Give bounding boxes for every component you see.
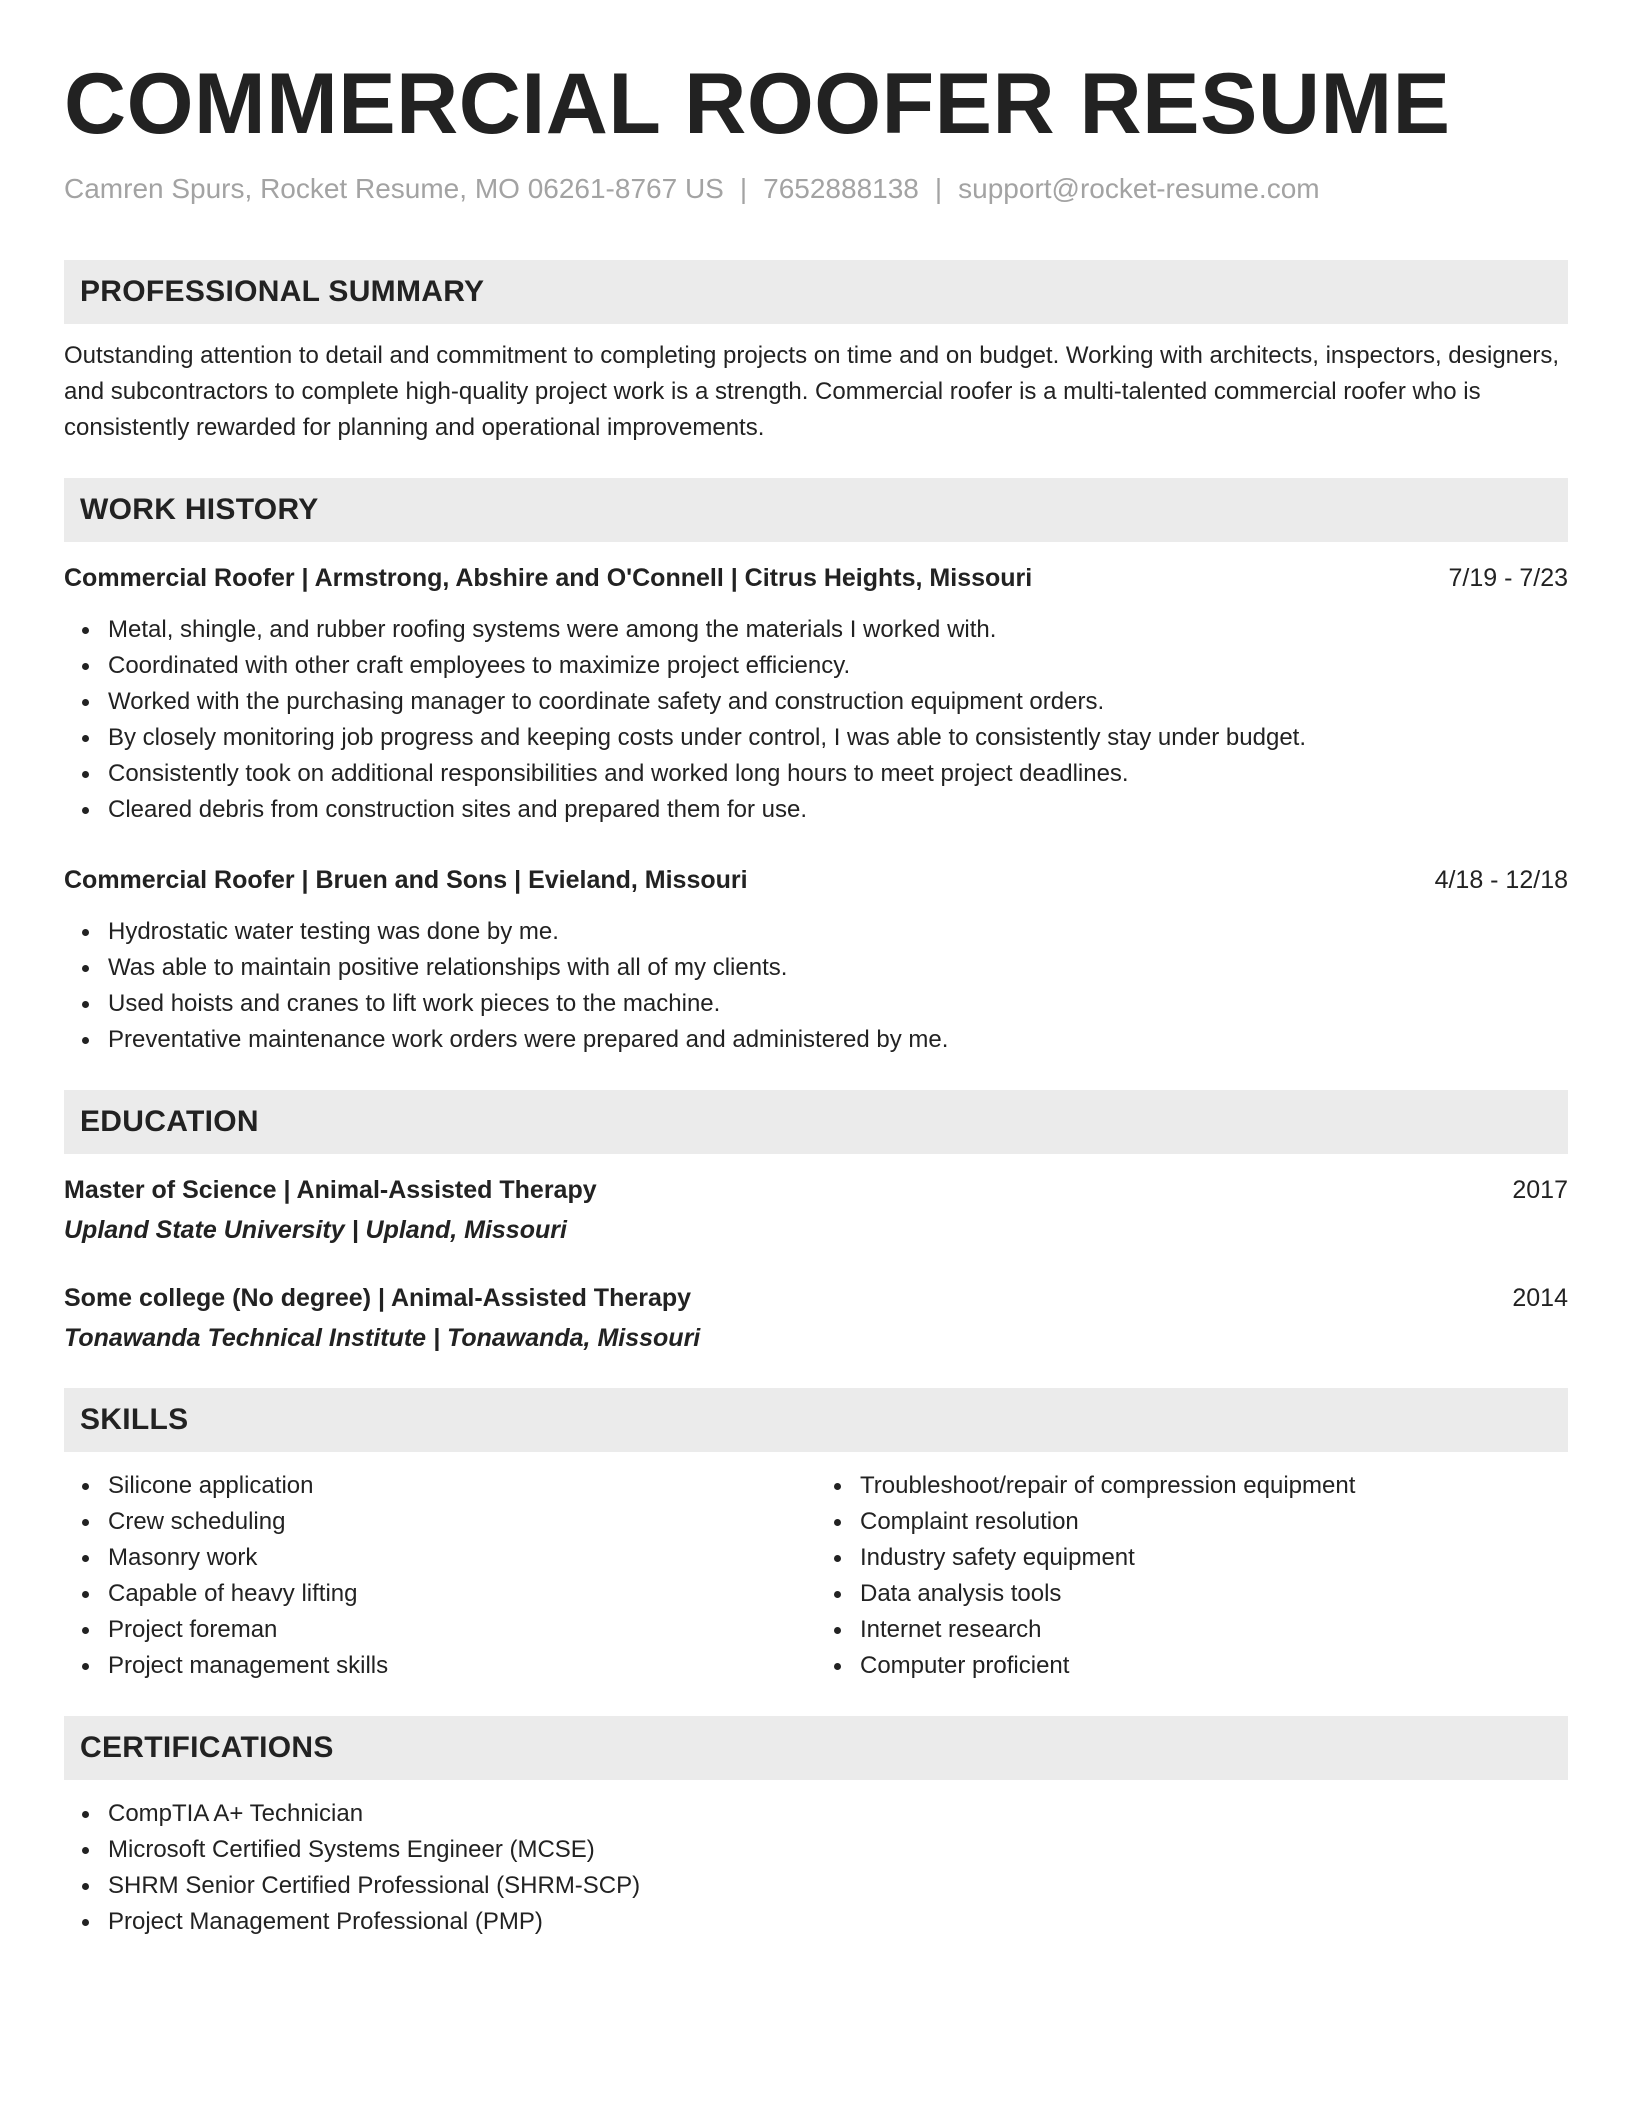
job-dates: 7/19 - 7/23 (1448, 564, 1568, 592)
list-item: Data analysis tools (860, 1576, 1568, 1612)
job-title: Commercial Roofer | Bruen and Sons | Evieland, Missouri (64, 866, 748, 894)
list-item: Internet research (860, 1612, 1568, 1648)
list-item: Project Management Professional (PMP) (108, 1904, 1568, 1940)
education-header (64, 1280, 1568, 1316)
list-item: Cleared debris from construction sites and prepared them for use. (108, 792, 1568, 828)
list-item: Used hoists and cranes to lift work pieces to the machine. (108, 986, 1568, 1022)
education-year: 2014 (1512, 1284, 1568, 1312)
education-degree: Master of Science | Animal-Assisted Therapy (64, 1176, 597, 1204)
list-item: SHRM Senior Certified Professional (SHRM-SCP) (108, 1868, 1568, 1904)
contact-separator: | (739, 173, 748, 204)
list-item: Capable of heavy lifting (108, 1576, 816, 1612)
job-title: Commercial Roofer | Armstrong, Abshire and O'Connell | Citrus Heights, Missouri (64, 564, 1033, 592)
section-heading: WORK HISTORY (64, 478, 1568, 542)
skills-grid (64, 1468, 1568, 1684)
job-entry (64, 862, 1568, 1058)
section-heading: EDUCATION (64, 1090, 1568, 1154)
contact-separator: | (934, 173, 943, 204)
education-school: Tonawanda Technical Institute | Tonawanda, Missouri (64, 1324, 701, 1352)
list-item: Consistently took on additional responsibilities and worked long hours to meet project deadlines. (108, 756, 1568, 792)
section-heading: SKILLS (64, 1388, 1568, 1452)
education-school: Upland State University | Upland, Missouri (64, 1216, 567, 1244)
job-bullets (64, 914, 1568, 1058)
job-header (64, 560, 1568, 596)
list-item: Troubleshoot/repair of compression equipment (860, 1468, 1568, 1504)
list-item: Industry safety equipment (860, 1540, 1568, 1576)
section-work-history (64, 478, 1568, 1058)
section-heading: PROFESSIONAL SUMMARY (64, 260, 1568, 324)
list-item: Computer proficient (860, 1648, 1568, 1684)
summary-text: Outstanding attention to detail and commitment to completing projects on time and on budget. Working with architects, inspectors, designers, and subcontractors to complete high-quality project work is a strength. Commercial roofer is a multi-talented commercial roofer who is consistently rewarded for planning and operational improvements. (64, 342, 1560, 441)
education-year: 2017 (1512, 1176, 1568, 1204)
list-item: Masonry work (108, 1540, 816, 1576)
job-header (64, 862, 1568, 898)
certifications-list (64, 1796, 1568, 1940)
job-entry (64, 560, 1568, 828)
skills-column-right (816, 1468, 1568, 1684)
list-item: Project management skills (108, 1648, 816, 1684)
education-degree: Some college (No degree) | Animal-Assisted Therapy (64, 1284, 692, 1312)
list-item: Worked with the purchasing manager to coordinate safety and construction equipment orders. (108, 684, 1568, 720)
education-entry (64, 1172, 1568, 1248)
list-item: Crew scheduling (108, 1504, 816, 1540)
list-item: Complaint resolution (860, 1504, 1568, 1540)
resume-title: COMMERCIAL ROOFER RESUME (64, 56, 1451, 152)
section-heading: CERTIFICATIONS (64, 1716, 1568, 1780)
contact-line (64, 170, 1568, 208)
list-item: CompTIA A+ Technician (108, 1796, 1568, 1832)
list-item: Microsoft Certified Systems Engineer (MCSE) (108, 1832, 1568, 1868)
skills-column-left (64, 1468, 816, 1684)
contact-address: Camren Spurs, Rocket Resume, MO 06261-8767 US (64, 173, 724, 204)
list-item: Metal, shingle, and rubber roofing systems were among the materials I worked with. (108, 612, 1568, 648)
list-item: Silicone application (108, 1468, 816, 1504)
list-item: Was able to maintain positive relationships with all of my clients. (108, 950, 1568, 986)
section-skills (64, 1388, 1568, 1684)
section-education (64, 1090, 1568, 1356)
section-certifications (64, 1716, 1568, 1940)
list-item: Project foreman (108, 1612, 816, 1648)
contact-email: support@rocket-resume.com (958, 173, 1320, 204)
job-dates: 4/18 - 12/18 (1434, 866, 1568, 894)
contact-phone: 7652888138 (763, 173, 919, 204)
education-header (64, 1172, 1568, 1208)
list-item: Coordinated with other craft employees to maximize project efficiency. (108, 648, 1568, 684)
job-bullets (64, 612, 1568, 828)
section-professional-summary (64, 260, 1568, 446)
list-item: Preventative maintenance work orders were prepared and administered by me. (108, 1022, 1568, 1058)
list-item: By closely monitoring job progress and keeping costs under control, I was able to consistently stay under budget. (108, 720, 1568, 756)
education-entry (64, 1280, 1568, 1356)
list-item: Hydrostatic water testing was done by me. (108, 914, 1568, 950)
